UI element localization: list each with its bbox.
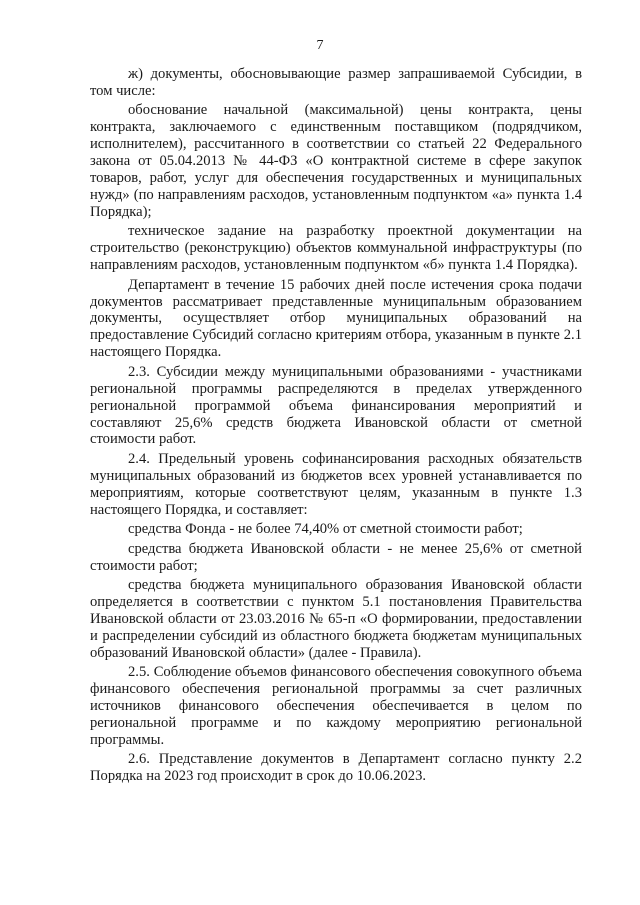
paragraph-section-2-6: 2.6. Представление документов в Департамент согласно пункту 2.2 Порядка на 2023 год происходит в срок до 10.06.2023. — [90, 751, 582, 785]
paragraph-technical-task: техническое задание на разработку проектной документации на строительство (реконструкцию) объектов коммунальной инфраструктуры (по направлениям расходов, установленным подпунктом «б» пункта 1.4 Порядка). — [90, 223, 582, 274]
paragraph-price-justification: обоснование начальной (максимальной) цены контракта, цены контракта, заключаемого с единственным поставщиком (подрядчиком, исполнителем), рассчитанного в соответствии со статьей 22 Федерального закона от 05.04.2013 № 44-ФЗ «О контрактной системе в сфере закупок товаров, работ, услуг для обеспечения государственных и муниципальных нужд» (по направлениям расходов, установленным подпунктом «а» пункта 1.4 Порядка); — [90, 102, 582, 220]
paragraph-department-review: Департамент в течение 15 рабочих дней после истечения срока подачи документов рассматривает представленные муниципальным образованием документы, осуществляет отбор муниципальных образований на предоставление Субсидий согласно критериям отбора, указанным в пункте 2.1 настоящего Порядка. — [90, 276, 582, 361]
paragraph-section-2-5: 2.5. Соблюдение объемов финансового обеспечения совокупного объема финансового обеспечения региональной программы за счет различных источников финансового обеспечения обеспечивается в целом по региональной программе и по каждому мероприятию региональной программы. — [90, 664, 582, 748]
paragraph-municipal-budget-share: средства бюджета муниципального образования Ивановской области определяется в соответствии с пунктом 5.1 постановления Правительства Ивановской области от 23.03.2016 № 65-п «О формировании, предоставлении и распределении субсидий из областного бюджета бюджетам муниципальных образований Ивановской области» (далее - Правила). — [90, 577, 582, 661]
paragraph-regional-budget-share: средства бюджета Ивановской области - не менее 25,6% от сметной стоимости работ; — [90, 540, 582, 574]
page-number: 7 — [316, 38, 324, 53]
paragraph-item-zh: ж) документы, обосновывающие размер запрашиваемой Субсидии, в том числе: — [90, 66, 582, 99]
paragraph-section-2-3: 2.3. Субсидии между муниципальными образованиями - участниками региональной программы распределяются в пределах утвержденного региональной программой объема финансирования мероприятий и составляют 25,6% средств бюджета Ивановской области от сметной стоимости работ. — [90, 363, 582, 448]
paragraph-section-2-4: 2.4. Предельный уровень софинансирования расходных обязательств муниципальных образований из бюджетов всех уровней устанавливается по мероприятиям, которые соответствуют целям, указанным в пункте 1.3 настоящего Порядка, и составляет: — [90, 450, 582, 518]
paragraph-fund-share: средства Фонда - не более 74,40% от сметной стоимости работ; — [128, 521, 523, 538]
document-body — [90, 66, 582, 788]
